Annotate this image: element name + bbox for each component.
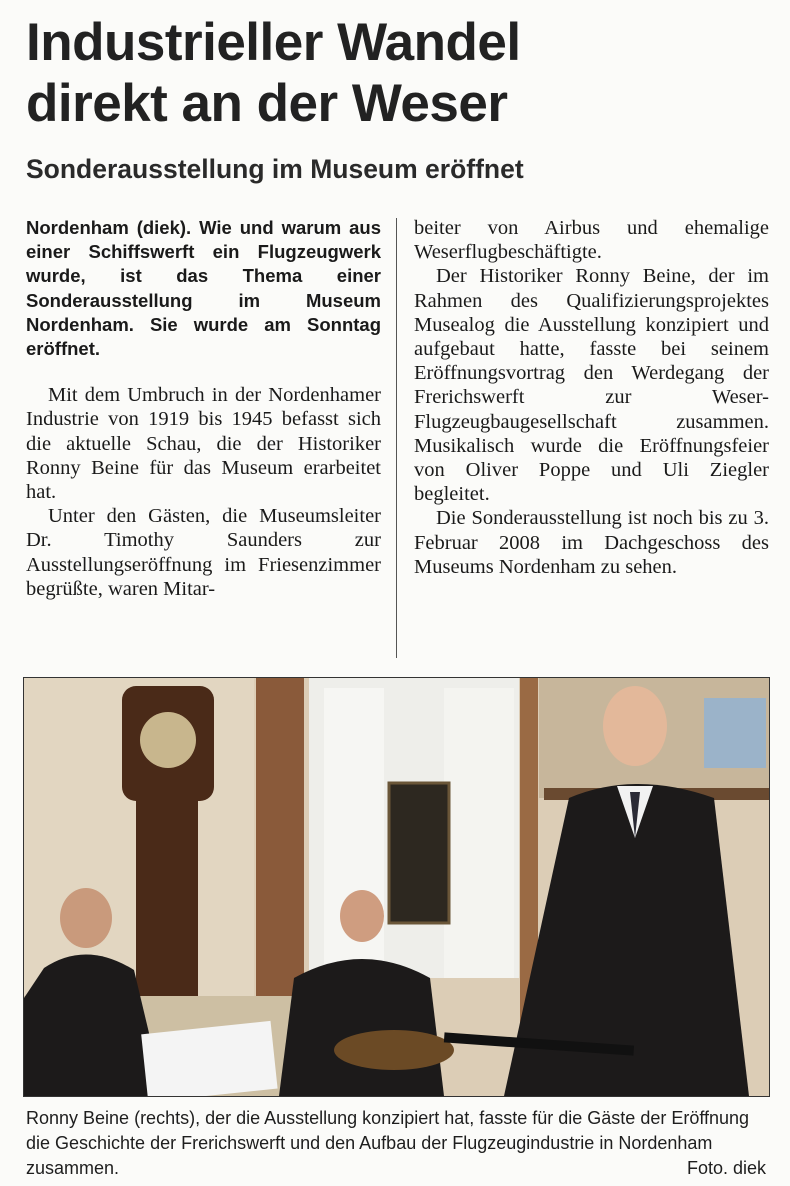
- headline-line-2: direkt an der Weser: [26, 74, 508, 133]
- article-column-right: [414, 216, 769, 579]
- article-paragraph: Mit dem Umbruch in der Nordenhamer Industrie von 1919 bis 1945 befasst sich die aktuelle Schau, die der Historiker Ronny Beine für das Museum erarbeitet hat.: [26, 384, 381, 504]
- headline-line-1: Industrieller Wandel: [26, 13, 521, 72]
- headline: [26, 12, 766, 134]
- article-photo: [23, 677, 770, 1097]
- article-column-left: [26, 216, 381, 601]
- photo-illustration: [24, 678, 769, 1096]
- article-lead: Nordenham (diek). Wie und warum aus einer Schiffswerft ein Flugzeugwerk wurde, ist das Thema einer Sonderausstellung im Museum Nordenham. Sie wurde am Sonntag eröffnet.: [26, 217, 381, 360]
- subheadline: Sonderausstellung im Museum eröffnet: [26, 154, 524, 184]
- article-paragraph: beiter von Airbus und ehemalige Weserflugbeschäftigte.: [414, 217, 769, 264]
- column-divider: [396, 218, 397, 658]
- article-paragraph: Der Historiker Ronny Beine, der im Rahmen des Qualifizierungsprojektes Musealog die Ausstellung konzipiert und aufgebaut hatte, fasste bei seinem Eröffnungsvortrag den Werdegang der Frerichswerft zur Weser-Flugzeugbaugesellschaft zusammen. Musikalisch wurde die Eröffnungsfeier von Oliver Poppe und Uli Ziegler begleitet.: [414, 265, 769, 506]
- article-paragraph: Die Sonderausstellung ist noch bis zu 3. Februar 2008 im Dachgeschoss des Museums Nordenham zu sehen.: [414, 507, 769, 578]
- caption-text: Ronny Beine (rechts), der die Ausstellung konzipiert hat, fasste für die Gäste der Eröffnung die Geschichte der Frerichswerft und den Aufbau der Flugzeugindustrie in Nordenham zusammen.: [26, 1108, 750, 1178]
- article-paragraph: Unter den Gästen, die Museumsleiter Dr. Timothy Saunders zur Ausstellungseröffnung im Friesenzimmer begrüßte, waren Mitar-: [26, 505, 381, 600]
- photo-credit: Foto. diek: [686, 1158, 766, 1178]
- photo-caption: [26, 1106, 766, 1181]
